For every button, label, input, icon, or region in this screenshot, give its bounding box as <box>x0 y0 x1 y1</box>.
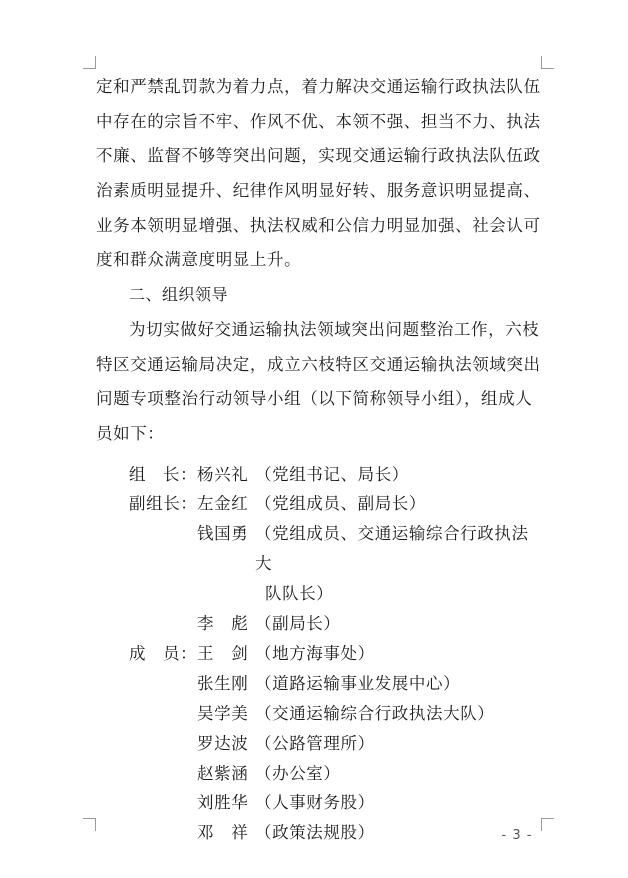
crop-mark-top-left <box>83 56 96 69</box>
person <box>197 460 542 490</box>
role-label-empty <box>96 788 197 818</box>
member-row <box>96 699 542 729</box>
role-label-empty <box>96 519 197 609</box>
text-line: 度和群众满意度明显上升。 <box>96 250 302 270</box>
page-content <box>96 70 542 848</box>
person <box>197 669 542 699</box>
person-title-line: 队队长） <box>265 584 334 604</box>
person-title-line: （党组成员、交通运输综合行政执法大 <box>255 524 529 574</box>
person-title <box>255 519 542 609</box>
person <box>197 489 542 519</box>
paragraph-2 <box>96 313 542 452</box>
person-dept: （道路运输事业发展中心） <box>255 673 461 693</box>
crop-mark-bottom-left <box>83 818 96 831</box>
role-label-empty <box>96 729 197 759</box>
member-row-deputy <box>96 609 542 639</box>
person-dept: （办公室） <box>255 763 341 783</box>
role-label-empty <box>96 818 197 848</box>
text-line: 治素质明显提升、纪律作风明显好转、服务意识明显提高、 <box>96 181 541 201</box>
paragraph-1 <box>96 70 542 278</box>
role-label: 副组长： <box>129 494 198 514</box>
section-heading: 二、组织领导 <box>129 285 229 305</box>
person <box>197 609 542 639</box>
person-dept: （政策法规股） <box>255 823 375 843</box>
person-name: 李 彪 <box>197 614 249 634</box>
person-title: （党组书记、局长） <box>255 464 409 484</box>
person <box>197 759 542 789</box>
person-name: 刘胜华 <box>197 793 249 813</box>
role-label-empty <box>96 759 197 789</box>
member-row <box>96 669 542 699</box>
member-row <box>96 729 542 759</box>
person-name: 张生刚 <box>197 673 249 693</box>
text-line: 中存在的宗旨不牢、作风不优、本领不强、担当不力、执法 <box>96 111 541 131</box>
role-char: 组 <box>129 464 147 484</box>
crop-mark-bottom-right <box>541 818 554 831</box>
member-row <box>96 759 542 789</box>
person <box>197 818 542 848</box>
member-list <box>96 460 542 849</box>
text-line: 特区交通运输局决定，成立六枝特区交通运输执法领域突出 <box>96 354 541 374</box>
role-char: 长： <box>163 464 198 484</box>
role-label-empty <box>96 669 197 699</box>
spacer <box>96 452 542 460</box>
text-line: 问题专项整治行动领导小组（以下简称领导小组），组成人 <box>96 389 533 409</box>
person-name: 罗达波 <box>197 733 249 753</box>
member-row-leader <box>96 460 542 490</box>
person-dept: （地方海事处） <box>255 643 375 663</box>
person <box>197 788 542 818</box>
crop-mark-top-right <box>541 56 554 69</box>
member-row <box>96 639 542 669</box>
person-dept: （公路管理所） <box>255 733 375 753</box>
member-row-deputy <box>96 489 542 519</box>
person-title: （副局长） <box>255 614 341 634</box>
person-name: 左金红 <box>197 494 249 514</box>
text-line: 业务本领明显增强、执法权威和公信力明显加强、社会认可 <box>96 215 541 235</box>
text-line: 为切实做好交通运输执法领域突出问题整治工作，六枝 <box>129 319 540 339</box>
person <box>197 519 542 609</box>
person-name: 杨兴礼 <box>197 464 249 484</box>
text-line: 定和严禁乱罚款为着力点，着力解决交通运输行政执法队伍 <box>96 77 541 96</box>
role-char: 成 <box>129 643 147 663</box>
person-name: 王 剑 <box>197 643 249 663</box>
person-name: 邓 祥 <box>197 823 249 843</box>
person <box>197 729 542 759</box>
page-number: - 3 - <box>501 828 533 843</box>
person-dept: （人事财务股） <box>255 793 375 813</box>
role-label <box>96 639 197 669</box>
person <box>197 699 542 729</box>
person-title: （党组成员、副局长） <box>255 494 426 514</box>
person-dept: （交通运输综合行政执法大队） <box>255 703 495 723</box>
person <box>197 639 542 669</box>
text-line: 不廉、监督不够等突出问题，实现交通运输行政执法队伍政 <box>96 146 541 166</box>
person-name: 吴学美 <box>197 703 249 723</box>
role-label-empty <box>96 699 197 729</box>
member-row-deputy <box>96 519 542 609</box>
person-name: 钱国勇 <box>197 524 249 544</box>
role-label-empty <box>96 609 197 639</box>
role-label <box>96 460 197 490</box>
text-line: 员如下： <box>96 423 165 443</box>
member-row <box>96 788 542 818</box>
role-char: 员： <box>163 643 198 663</box>
person-name: 赵紫涵 <box>197 763 249 783</box>
member-row <box>96 818 542 848</box>
